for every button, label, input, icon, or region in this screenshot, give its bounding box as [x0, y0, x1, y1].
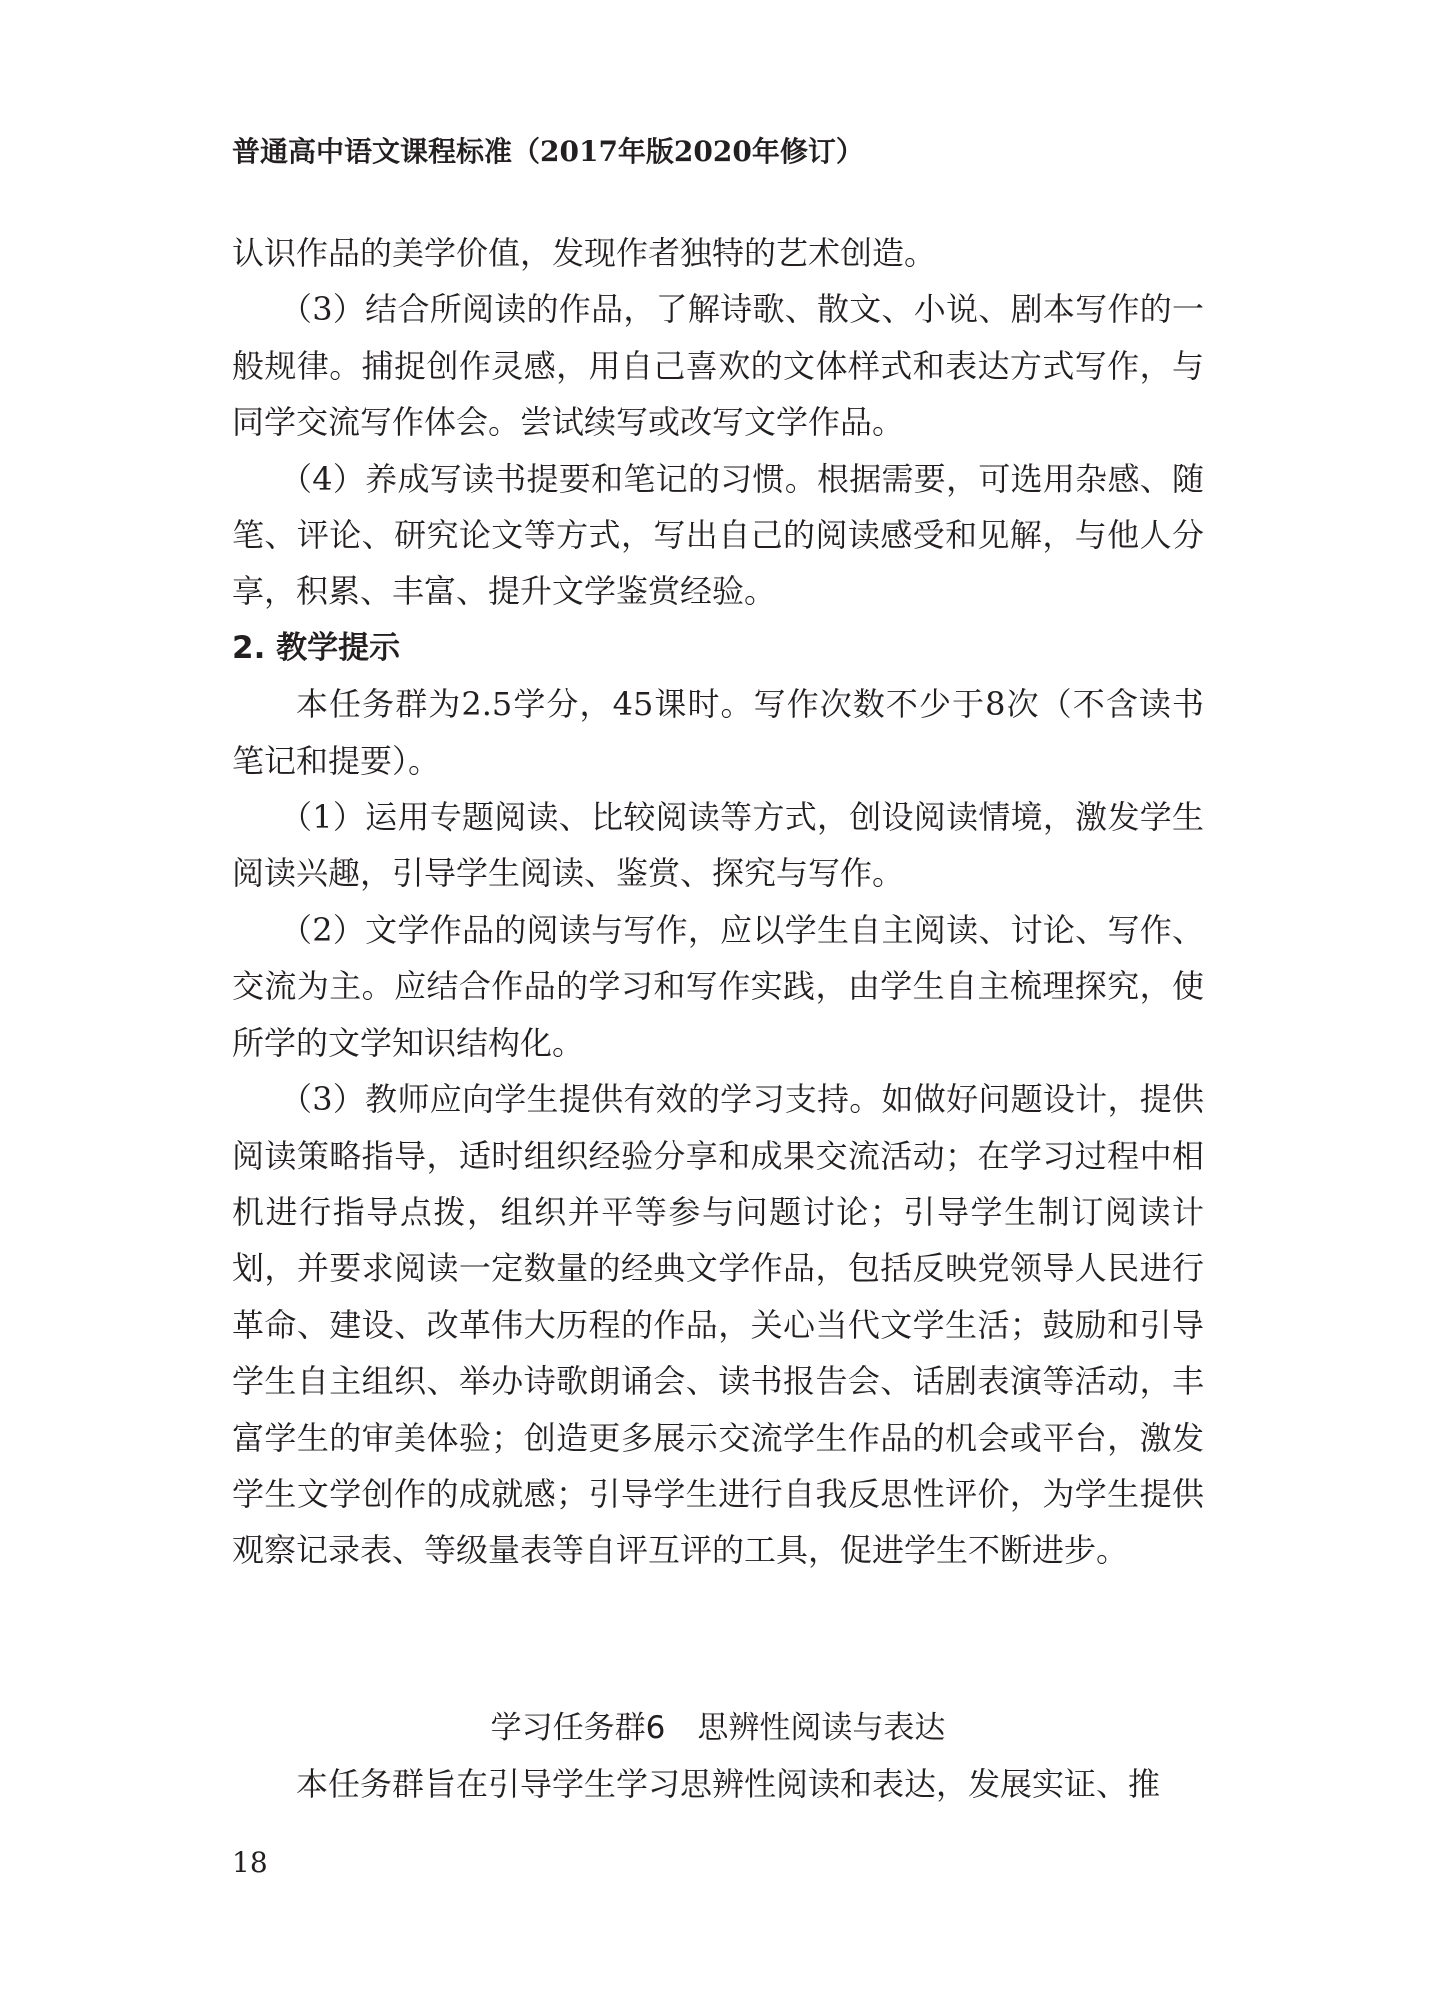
section-lead-paragraph: 本任务群旨在引导学生学习思辨性阅读和表达，发展实证、推	[296, 1765, 1161, 1803]
section-title	[232, 1700, 1204, 1756]
paragraph-tip-3: （3）教师应向学生提供有效的学习支持。如做好问题设计，提供阅读策略指导，适时组织经验分享和成果交流活动；在学习过程中相机进行指导点拨，组织并平等参与问题讨论；引导学生制订阅读计划，并要求阅读一定数量的经典文学作品，包括反映党领导人民进行革命、建设、改革伟大历程的作品，关心当代文学生活；鼓励和引导学生自主组织、举办诗歌朗诵会、读书报告会、话剧表演等活动，丰富学生的审美体验；创造更多展示交流学生作品的机会或平台，激发学生文学创作的成就感；引导学生进行自我反思性评价，为学生提供观察记录表、等级量表等自评互评的工具，促进学生不断进步。	[232, 1080, 1204, 1570]
paragraph-tip-2: （2）文学作品的阅读与写作，应以学生自主阅读、讨论、写作、交流为主。应结合作品的学习和写作实践，由学生自主梳理探究，使所学的文学知识结构化。	[232, 910, 1204, 1062]
section-number: 学习任务群6	[490, 1710, 666, 1746]
page-number: 18	[232, 1846, 268, 1879]
running-header: 普通高中语文课程标准（2017年版2020年修订）	[232, 135, 864, 168]
subheading-teaching-tips: 2. 教学提示	[232, 629, 401, 666]
paragraph-tip-1: （1）运用专题阅读、比较阅读等方式，创设阅读情境，激发学生阅读兴趣，引导学生阅读、鉴赏、探究与写作。	[232, 798, 1204, 893]
body-text	[232, 225, 1204, 1579]
paragraph-item-3: （3）结合所阅读的作品，了解诗歌、散文、小说、剧本写作的一般规律。捕捉创作灵感，用自己喜欢的文体样式和表达方式写作，与同学交流写作体会。尝试续写或改写文学作品。	[232, 290, 1204, 442]
paragraph-credits: 本任务群为2.5学分，45课时。写作次数不少于8次（不含读书笔记和提要）。	[232, 685, 1204, 780]
paragraph-item-4: （4）养成写读书提要和笔记的习惯。根据需要，可选用杂感、随笔、评论、研究论文等方式，写出自己的阅读感受和见解，与他人分享，积累、丰富、提升文学鉴赏经验。	[232, 459, 1204, 611]
paragraph-continuation: 认识作品的美学价值，发现作者独特的艺术创造。	[232, 234, 937, 272]
section-name: 思辨性阅读与表达	[697, 1710, 946, 1746]
